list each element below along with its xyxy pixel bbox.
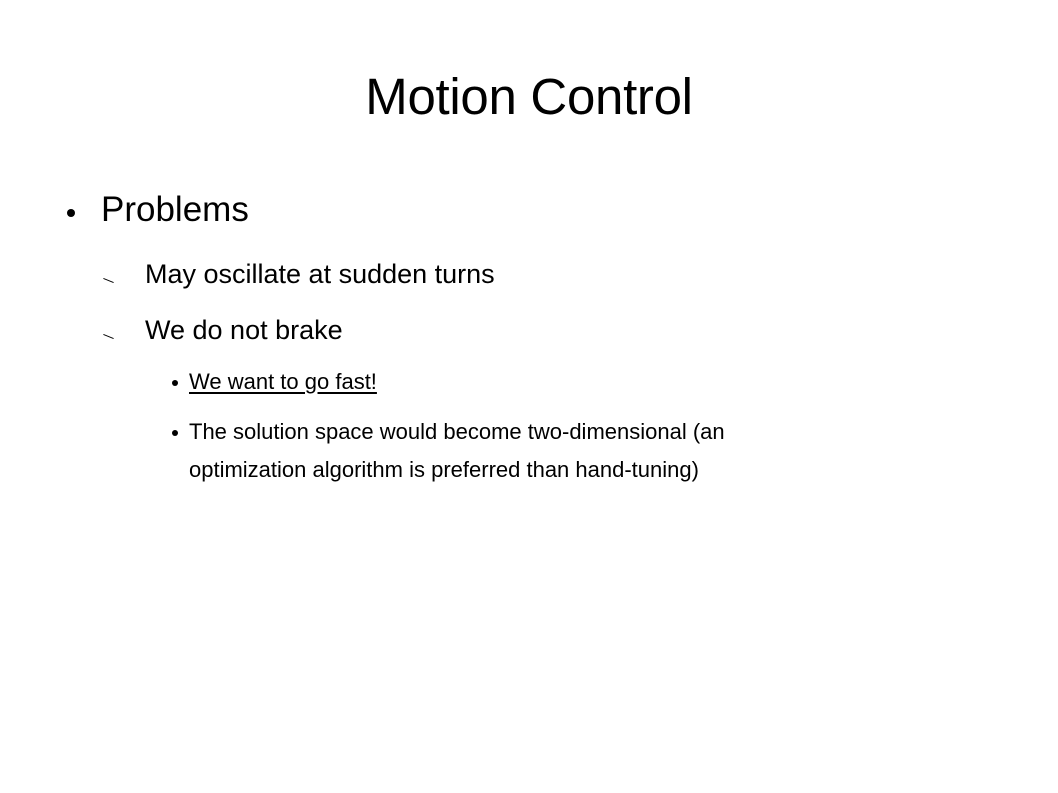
dash-bullet-icon — [103, 278, 114, 283]
bullet-solution-space-line1: The solution space would become two-dimensional (an — [189, 419, 725, 444]
bullet-go-fast: We want to go fast! — [189, 369, 377, 394]
bullet-dot-icon — [172, 380, 178, 386]
bullet-oscillate: May oscillate at sudden turns — [145, 259, 495, 289]
bullet-dot-icon — [67, 209, 75, 217]
bullet-no-brake: We do not brake — [145, 315, 343, 345]
bullet-problems: Problems — [101, 190, 249, 229]
dash-bullet-icon — [103, 334, 114, 339]
slide-title: Motion Control — [365, 68, 693, 125]
bullet-solution-space-line2: optimization algorithm is preferred than hand-tuning) — [189, 457, 699, 482]
bullet-dot-icon — [172, 430, 178, 436]
